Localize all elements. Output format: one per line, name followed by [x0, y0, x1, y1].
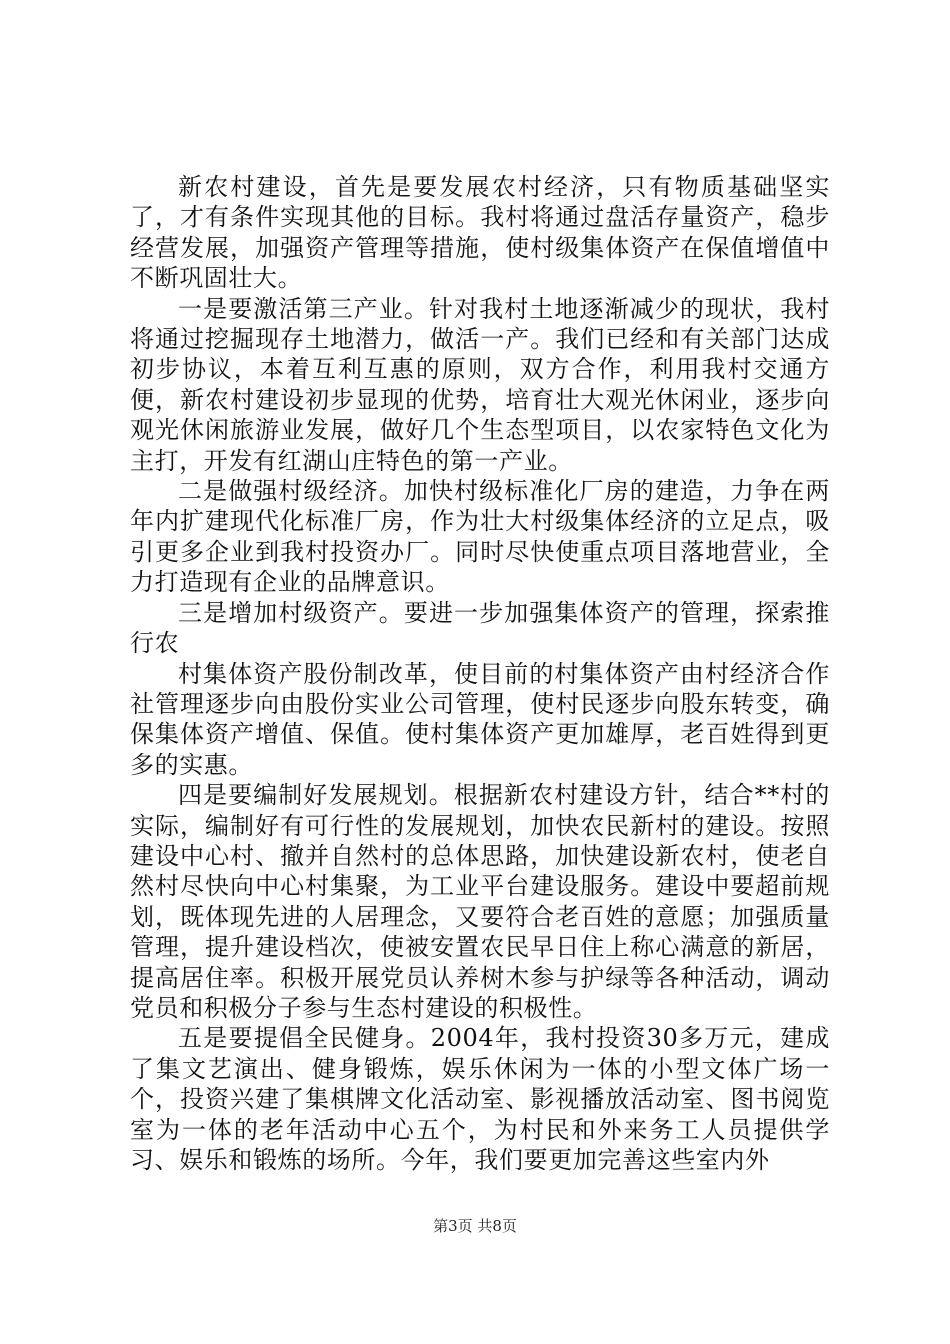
paragraph-tertiary-industry: 一是要激活第三产业。针对我村土地逐渐减少的现状，我村将通过挖掘现存土地潜力，做活一产。我们已经和有关部门达成初步协议，本着互利互惠的原则，双方合作，利用我村交通方便，新农村建设初步显现的优势，培育壮大观光休闲业，逐步向观光休闲旅游业发展，做好几个生态型项目，以农家特色文化为主打，开发有红湖山庄特色的第一产业。	[130, 294, 830, 475]
paragraph-development-planning: 四是要编制好发展规划。根据新农村建设方针，结合**村的实际，编制好有可行性的发展规划，加快农民新村的建设。按照建设中心村、撤并自然村的总体思路，加快建设新农村，使老自然村尽快向中心村集聚，为工业平台建设服务。建设中要超前规划，既体现先进的人居理念，又要符合老百姓的意愿；加强质量管理，提升建设档次，使被安置农民早日住上称心满意的新居，提高居住率。积极开展党员认养树木参与护绿等各种活动，调动党员和积极分子参与生态村建设的积极性。	[130, 781, 830, 1022]
paragraph-shareholding-reform: 村集体资产股份制改革，使目前的村集体资产由村经济合作社管理逐步向由股份实业公司管理，使村民逐步向股东转变，确保集体资产增值、保值。使村集体资产更加雄厚，老百姓得到更多的实惠。	[130, 659, 830, 779]
page-number-footer: 第3页 共8页	[433, 1217, 517, 1235]
paragraph-fitness: 五是要提倡全民健身。2004年，我村投资30多万元，建成了集文艺演出、健身锻炼，娱乐休闲为一体的小型文体广场一个，投资兴建了集棋牌文化活动室、影视播放活动室、图书阅览室为一体的老年活动中心五个，为村民和外来务工人员提供学习、娱乐和锻炼的场所。今年，我们要更加完善这些室内外	[130, 1024, 830, 1174]
paragraph-intro: 新农村建设，首先是要发展农村经济，只有物质基础坚实了，才有条件实现其他的目标。我村将通过盘活存量资产，稳步经营发展，加强资产管理等措施，使村级集体资产在保值增值中不断巩固壮大。	[130, 173, 830, 293]
paragraph-village-assets: 三是增加村级资产。要进一步加强集体资产的管理，探索推行农	[130, 598, 830, 658]
document-body	[130, 172, 830, 1175]
paragraph-village-economy: 二是做强村级经济。加快村级标准化厂房的建造，力争在两年内扩建现代化标准厂房，作为壮大村级集体经济的立足点，吸引更多企业到我村投资办厂。同时尽快使重点项目落地营业，全力打造现有企业的品牌意识。	[130, 477, 830, 597]
